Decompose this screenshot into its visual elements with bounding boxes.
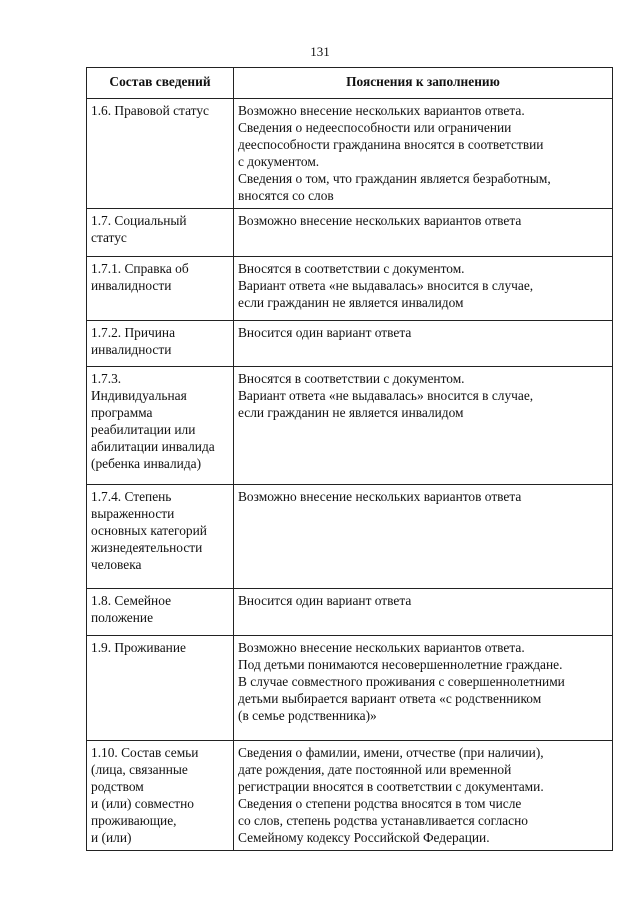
explanation-line: с документом. [238,154,320,169]
field-name-line: абилитации инвалида [91,439,215,454]
field-name-line: родством [91,779,144,794]
field-name-line: Индивидуальная [91,388,187,403]
explanation-line: Вариант ответа «не выдавалась» вносится в случае, [238,388,534,403]
field-name-line: 1.7.4. Степень [91,489,172,504]
table-header-row [87,68,613,99]
table-row [87,99,613,209]
field-name-cell [87,321,234,367]
header-composition: Состав сведений [87,68,234,99]
explanation-line: со слов, степень родства устанавливается согласно [238,813,528,828]
field-name-line: проживающие, [91,813,177,828]
field-name-line: реабилитации или [91,422,196,437]
explanation-line: Вносится один вариант ответа [238,593,412,608]
header-explanations: Пояснения к заполнению [234,68,613,99]
explanation-line: вносятся со слов [238,188,334,203]
explanation-line: Семейному кодексу Российской Федерации. [238,830,490,845]
field-name-line: 1.7.3. [91,371,122,386]
field-name-line: 1.10. Состав семьи [91,745,199,760]
explanation-cell [234,367,613,485]
explanation-line: Под детьми понимаются несовершеннолетние граждане. [238,657,563,672]
explanation-line: детьми выбирается вариант ответа «с родственником [238,691,542,706]
field-name-line: положение [91,610,154,625]
fields-table [86,67,613,851]
explanation-line: Возможно внесение нескольких вариантов ответа [238,489,522,504]
explanation-cell [234,321,613,367]
field-name-line: основных категорий [91,523,207,538]
field-name-line: 1.6. Правовой статус [91,103,209,118]
field-name-line: (ребенка инвалида) [91,456,202,471]
explanation-cell [234,636,613,741]
field-name-line: программа [91,405,153,420]
field-name-line: и (или) [91,830,132,845]
table-row [87,367,613,485]
explanation-line: Вариант ответа «не выдавалась» вносится в случае, [238,278,534,293]
table-row [87,636,613,741]
field-name-cell [87,367,234,485]
explanation-cell [234,485,613,589]
explanation-line: регистрации вносятся в соответствии с документами. [238,779,544,794]
field-name-line: человека [91,557,142,572]
explanation-line: Возможно внесение нескольких вариантов ответа. [238,640,525,655]
explanation-line: Возможно внесение нескольких вариантов ответа [238,213,522,228]
field-name-line: и (или) совместно [91,796,194,811]
field-name-cell [87,485,234,589]
field-name-line: 1.7.1. Справка об [91,261,189,276]
field-name-line: 1.7. Социальный [91,213,187,228]
explanation-line: если гражданин не является инвалидом [238,405,464,420]
explanation-line: дееспособности гражданина вносятся в соответствии [238,137,544,152]
field-name-line: выраженности [91,506,175,521]
page-number: 131 [310,44,330,59]
table-row [87,257,613,321]
explanation-cell [234,741,613,851]
table-row [87,741,613,851]
explanation-cell [234,209,613,257]
explanation-line: Сведения о фамилии, имени, отчестве (при наличии), [238,745,544,760]
field-name-line: инвалидности [91,342,172,357]
explanation-line: В случае совместного проживания с совершеннолетними [238,674,565,689]
explanation-line: Сведения о степени родства вносятся в том числе [238,796,522,811]
explanation-cell [234,99,613,209]
explanation-line: Вносятся в соответствии с документом. [238,261,465,276]
field-name-cell [87,636,234,741]
field-name-cell [87,99,234,209]
field-name-line: 1.7.2. Причина [91,325,176,340]
explanation-line: Вносится один вариант ответа [238,325,412,340]
field-name-line: 1.8. Семейное [91,593,172,608]
table-row [87,321,613,367]
table-row [87,485,613,589]
explanation-line: (в семье родственника)» [238,708,377,723]
field-name-line: жизнедеятельности [91,540,203,555]
table-row [87,589,613,636]
explanation-line: Сведения о недееспособности или ограничении [238,120,512,135]
field-name-line: (лица, связанные [91,762,188,777]
explanation-cell [234,257,613,321]
explanation-line: Сведения о том, что гражданин является безработным, [238,171,551,186]
explanation-line: Вносятся в соответствии с документом. [238,371,465,386]
explanation-line: если гражданин не является инвалидом [238,295,464,310]
explanation-line: Возможно внесение нескольких вариантов ответа. [238,103,525,118]
table-row [87,209,613,257]
field-name-line: статус [91,230,127,245]
explanation-cell [234,589,613,636]
field-name-cell [87,257,234,321]
field-name-line: инвалидности [91,278,172,293]
explanation-line: дате рождения, дате постоянной или временной [238,762,512,777]
field-name-cell [87,209,234,257]
field-name-cell [87,589,234,636]
field-name-line: 1.9. Проживание [91,640,186,655]
field-name-cell [87,741,234,851]
